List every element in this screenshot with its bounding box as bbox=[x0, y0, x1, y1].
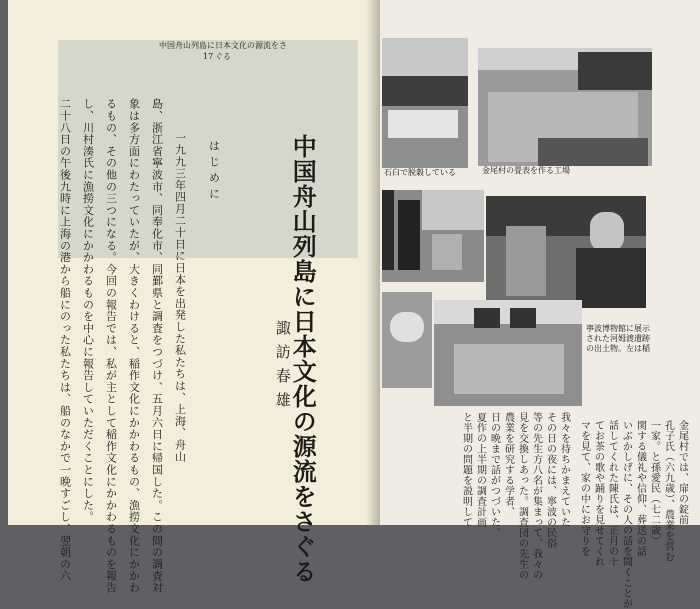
photo-caption: 寧波博物館に展示された河姆渡遺跡の出土物。左は稲 bbox=[586, 324, 650, 353]
body-column: マを見て、家の中にお守りを bbox=[578, 420, 590, 557]
photo-artifact bbox=[382, 292, 432, 388]
article-title: 中国舟山列島に日本文化の源流をさぐる bbox=[288, 134, 318, 584]
body-column: 我々を待ちかまえていた bbox=[558, 412, 570, 528]
photo-two-men bbox=[382, 190, 484, 282]
section-heading: はじめに bbox=[207, 140, 221, 204]
body-column: 象は多方面にわたっていたが、大きくわけると、稲作文化にかかわるもの、漁撈文化にかかわ bbox=[127, 98, 141, 594]
body-column: 等の先生方八名が集まって、我々の bbox=[530, 412, 542, 580]
body-column: 夏作の上半期の調査計画 bbox=[474, 412, 486, 528]
page-number: 17 bbox=[203, 52, 214, 61]
right-page bbox=[380, 0, 700, 609]
body-column: 関する儀礼や信仰、葬送の話 bbox=[634, 420, 646, 557]
body-column: 見を交換しあった。調査団の先生の bbox=[516, 412, 528, 580]
photo-geese bbox=[382, 38, 468, 168]
body-column: 農業を研究する学者、 bbox=[502, 412, 514, 517]
photo-caption: 金尾村の畳表を作る工場 bbox=[482, 166, 570, 175]
body-column: し、川村湊氏に漁撈文化にかかわるものを中心に報告していただくことにした。 bbox=[81, 98, 95, 523]
photo-caption: 石臼で脱穀している bbox=[384, 168, 456, 177]
body-column: いぶかしげに、その人の話を聞くことが bbox=[620, 420, 632, 609]
body-column: その日の夜には、寧波の民俗 bbox=[544, 412, 556, 549]
body-column: るもの、その他の三つになる。今回の報告では、私が主として稲作文化にかかわるものを報告 bbox=[104, 98, 118, 594]
author-name: 諏訪春雄 bbox=[273, 320, 292, 416]
body-column: 話してくれた陳氏は、正月の十 bbox=[606, 420, 618, 567]
body-column: 一九九三年四月二十日に日本を出発した私たちは、上海、舟山 bbox=[173, 132, 187, 463]
photo-factory-yard bbox=[478, 48, 652, 166]
body-column: 島、浙江省寧波市、同奉化市、同鄞県と調査をつづけ、五月六日に帰国した。この間の調査対 bbox=[150, 98, 164, 594]
left-page bbox=[8, 0, 380, 594]
body-column: てお茶の歌や踊りを見せてくれ bbox=[592, 420, 604, 567]
gutter-shadow bbox=[366, 0, 380, 525]
body-column: 一家。と孫愛民（七二歳） bbox=[648, 420, 660, 546]
body-column: 孔子氏（六九歳）、農業を営む bbox=[662, 420, 674, 562]
photo-museum-display bbox=[434, 300, 582, 406]
running-header: 中国舟山列島に日本文化の源流をさぐる bbox=[159, 41, 287, 61]
body-column: 金尾村では、扉の錠前 bbox=[676, 420, 688, 525]
body-column: 日の晩まで話がつづいた。 bbox=[488, 412, 500, 538]
photo-elderly-man bbox=[486, 196, 646, 308]
body-column: 二十八日の午後九時に上海の港から船にのった私たちは、船のなかで一晩すごし、翌朝の六 bbox=[58, 98, 72, 582]
body-column: と半期の問題を説明して bbox=[460, 412, 472, 528]
